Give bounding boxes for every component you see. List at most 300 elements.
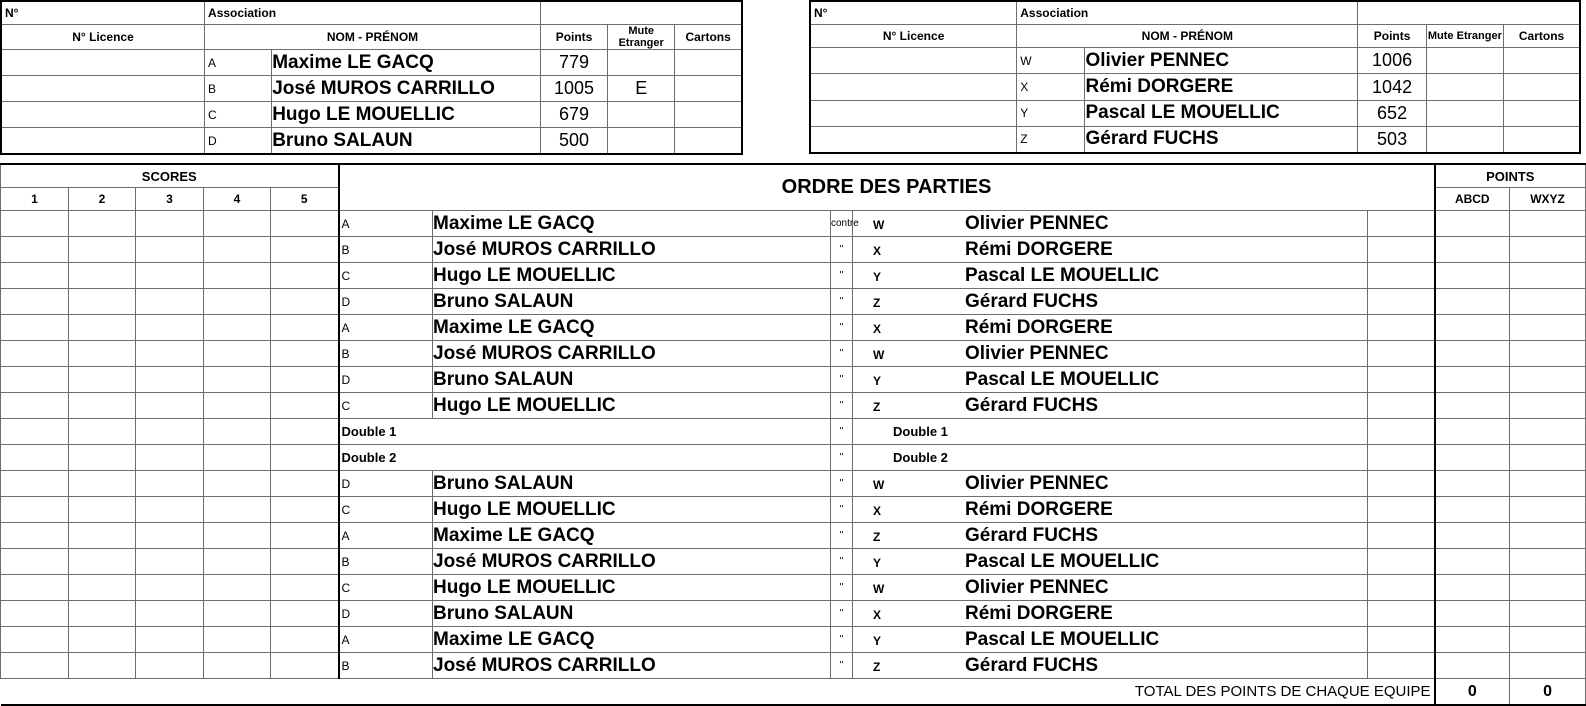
player-cartons[interactable] — [675, 50, 742, 76]
score-cell[interactable] — [69, 419, 136, 445]
score-cell[interactable] — [204, 341, 271, 367]
player-mute — [608, 50, 675, 76]
score-cell[interactable] — [69, 367, 136, 393]
points-abcd-cell[interactable] — [1435, 575, 1510, 601]
ditto-mark: " — [831, 419, 853, 445]
association-label: Association — [205, 1, 541, 25]
match-left-letter: C — [339, 393, 433, 419]
ditto-mark: " — [831, 627, 853, 653]
score-cell[interactable] — [69, 341, 136, 367]
player-mute — [608, 128, 675, 155]
points-abcd-cell[interactable] — [1435, 341, 1510, 367]
score-cell[interactable] — [136, 393, 204, 419]
points-abcd-cell[interactable] — [1435, 471, 1510, 497]
score-cell[interactable] — [136, 263, 204, 289]
score-cell[interactable] — [136, 289, 204, 315]
score-cell[interactable] — [204, 497, 271, 523]
match-right — [853, 393, 1368, 419]
player-mute — [1426, 126, 1503, 153]
licence-cell[interactable] — [810, 48, 1017, 74]
match-left-name: Hugo LE MOUELLIC — [433, 393, 831, 419]
match-row — [1, 341, 1586, 367]
match-left-name: Hugo LE MOUELLIC — [433, 263, 831, 289]
match-right — [853, 315, 1368, 341]
points-wxyz-cell[interactable] — [1510, 289, 1586, 315]
match-right — [853, 263, 1368, 289]
match-right — [853, 367, 1368, 393]
player-mute — [1426, 100, 1503, 126]
points-wxyz-cell[interactable] — [1510, 315, 1586, 341]
blank-cell — [1368, 575, 1435, 601]
points-wxyz-cell[interactable] — [1510, 523, 1586, 549]
points-wxyz-cell[interactable] — [1510, 653, 1586, 679]
licence-cell[interactable] — [810, 126, 1017, 153]
match-right — [853, 289, 1368, 315]
score-cell[interactable] — [136, 315, 204, 341]
score-cell[interactable] — [1, 393, 69, 419]
player-points: 503 — [1358, 126, 1426, 153]
player-name: Pascal LE MOUELLIC — [1085, 100, 1358, 126]
match-right-name: Olivier PENNEC — [965, 576, 1109, 598]
match-right-letter: X — [873, 321, 882, 336]
points-abcd-cell[interactable] — [1435, 523, 1510, 549]
score-cell[interactable] — [204, 263, 271, 289]
player-letter: X — [1017, 74, 1085, 100]
blank-cell — [1368, 653, 1435, 679]
double-left: Double 2 — [339, 445, 831, 471]
score-cell[interactable] — [271, 627, 339, 653]
ditto-mark: " — [831, 497, 853, 523]
match-right-name: Rémi DORGERE — [965, 238, 1113, 260]
score-cell[interactable] — [271, 549, 339, 575]
score-cell[interactable] — [136, 601, 204, 627]
match-right — [853, 549, 1368, 575]
score-cell[interactable] — [1, 471, 69, 497]
score-cell[interactable] — [136, 445, 204, 471]
score-cell[interactable] — [69, 575, 136, 601]
points-abcd-cell[interactable] — [1435, 497, 1510, 523]
ditto-mark: " — [831, 237, 853, 263]
match-right-letter: X — [873, 243, 882, 258]
score-cell[interactable] — [69, 211, 136, 237]
match-row — [1, 601, 1586, 627]
score-cell[interactable] — [69, 497, 136, 523]
match-right — [853, 211, 1368, 237]
team-right-table — [809, 0, 1581, 154]
match-left-letter: B — [339, 237, 433, 263]
blank-cell — [1368, 211, 1435, 237]
points-wxyz-cell[interactable] — [1510, 419, 1586, 445]
match-left-letter: D — [339, 601, 433, 627]
match-left-name: José MUROS CARRILLO — [433, 549, 831, 575]
score-cell[interactable] — [1, 653, 69, 679]
points-wxyz-cell[interactable] — [1510, 393, 1586, 419]
team-number-label: N° — [1, 1, 205, 25]
points-wxyz-cell[interactable] — [1510, 263, 1586, 289]
team-left-table — [0, 0, 743, 155]
licence-cell[interactable] — [1, 50, 205, 76]
ditto-mark: " — [831, 393, 853, 419]
points-wxyz-cell[interactable] — [1510, 367, 1586, 393]
match-right — [853, 341, 1368, 367]
score-cell[interactable] — [69, 653, 136, 679]
points-abcd-cell[interactable] — [1435, 601, 1510, 627]
score-cell[interactable] — [69, 263, 136, 289]
match-left-name: Maxime LE GACQ — [433, 211, 831, 237]
score-cell[interactable] — [271, 523, 339, 549]
match-right — [853, 653, 1368, 679]
score-cell[interactable] — [136, 575, 204, 601]
blank-cell — [1368, 393, 1435, 419]
match-row — [1, 627, 1586, 653]
points-wxyz-cell[interactable] — [1510, 341, 1586, 367]
score-cell[interactable] — [1, 289, 69, 315]
match-row — [1, 419, 1586, 445]
match-right-letter: W — [873, 581, 885, 596]
mute-header: Mute Etranger — [1426, 25, 1503, 48]
player-letter: W — [1017, 48, 1085, 74]
score-cell[interactable] — [69, 393, 136, 419]
ditto-mark: " — [831, 471, 853, 497]
score-cell[interactable] — [69, 523, 136, 549]
score-cell[interactable] — [69, 549, 136, 575]
match-right-letter: Z — [873, 295, 881, 310]
score-cell[interactable] — [136, 523, 204, 549]
match-right-letter: Y — [873, 555, 882, 570]
blank-cell — [1368, 419, 1435, 445]
match-right-name: Rémi DORGERE — [965, 498, 1113, 520]
player-letter: A — [205, 50, 272, 76]
player-name: Rémi DORGERE — [1085, 74, 1358, 100]
match-right-letter: Z — [873, 399, 881, 414]
blank-cell — [1368, 263, 1435, 289]
association-label: Association — [1017, 1, 1358, 25]
match-right-letter: X — [873, 607, 882, 622]
score-cell[interactable] — [136, 471, 204, 497]
points-col-wxyz: WXYZ — [1510, 188, 1586, 211]
match-row — [1, 445, 1586, 471]
player-points: 679 — [540, 102, 607, 128]
blank-cell — [1368, 445, 1435, 471]
match-right-letter: Z — [873, 529, 881, 544]
score-cell[interactable] — [271, 289, 339, 315]
licence-cell[interactable] — [1, 76, 205, 102]
match-left-letter: D — [339, 289, 433, 315]
match-row — [1, 315, 1586, 341]
score-cell[interactable] — [136, 653, 204, 679]
score-cell[interactable] — [1, 263, 69, 289]
score-cell[interactable] — [271, 341, 339, 367]
score-cell[interactable] — [204, 211, 271, 237]
score-cell[interactable] — [271, 263, 339, 289]
match-right-name: Olivier PENNEC — [965, 472, 1109, 494]
player-points: 1005 — [540, 76, 607, 102]
match-right-letter: W — [873, 217, 885, 232]
score-cell[interactable] — [271, 653, 339, 679]
score-cell[interactable] — [271, 393, 339, 419]
total-wxyz: 0 — [1510, 679, 1586, 706]
player-cartons[interactable] — [675, 128, 742, 155]
match-row — [1, 211, 1586, 237]
score-cell[interactable] — [271, 419, 339, 445]
match-right-letter: Y — [873, 373, 882, 388]
score-cell[interactable] — [69, 601, 136, 627]
match-right-name: Pascal LE MOUELLIC — [965, 628, 1160, 650]
match-left-name: Bruno SALAUN — [433, 471, 831, 497]
score-cell[interactable] — [1, 523, 69, 549]
match-right-letter: Y — [873, 269, 882, 284]
score-cell[interactable] — [204, 523, 271, 549]
match-row — [1, 237, 1586, 263]
score-cell[interactable] — [1, 367, 69, 393]
match-right-name: Gérard FUCHS — [965, 290, 1099, 312]
player-points: 652 — [1358, 100, 1426, 126]
score-cell[interactable] — [1, 419, 69, 445]
score-col-1: 1 — [1, 188, 69, 211]
score-cell[interactable] — [69, 627, 136, 653]
match-right-letter: X — [873, 503, 882, 518]
contre-label: contre — [831, 211, 853, 237]
blank-cell — [1368, 341, 1435, 367]
ditto-mark: " — [831, 315, 853, 341]
licence-header: N° Licence — [1, 25, 205, 50]
points-abcd-cell[interactable] — [1435, 419, 1510, 445]
match-right — [853, 627, 1368, 653]
match-left-name: Hugo LE MOUELLIC — [433, 575, 831, 601]
blank-cell — [1368, 367, 1435, 393]
score-cell[interactable] — [1, 601, 69, 627]
score-cell[interactable] — [136, 211, 204, 237]
player-row — [810, 126, 1580, 153]
match-left-name: Bruno SALAUN — [433, 601, 831, 627]
match-left-letter: A — [339, 315, 433, 341]
points-abcd-cell[interactable] — [1435, 237, 1510, 263]
double-left: Double 1 — [339, 419, 831, 445]
player-letter: D — [205, 128, 272, 155]
ditto-mark: " — [831, 575, 853, 601]
points-wxyz-cell[interactable] — [1510, 575, 1586, 601]
score-cell[interactable] — [204, 601, 271, 627]
score-cell[interactable] — [204, 419, 271, 445]
score-cell[interactable] — [271, 315, 339, 341]
match-row — [1, 549, 1586, 575]
score-cell[interactable] — [271, 445, 339, 471]
score-cell[interactable] — [271, 497, 339, 523]
score-cell[interactable] — [204, 575, 271, 601]
match-left-name: Bruno SALAUN — [433, 367, 831, 393]
score-cell[interactable] — [204, 315, 271, 341]
points-header: POINTS — [1435, 164, 1586, 188]
match-right — [853, 575, 1368, 601]
score-cell[interactable] — [136, 497, 204, 523]
association-value[interactable] — [1358, 1, 1580, 25]
score-cell[interactable] — [271, 601, 339, 627]
double-right: Double 1 — [853, 419, 1368, 445]
player-cartons[interactable] — [675, 76, 742, 102]
points-abcd-cell[interactable] — [1435, 367, 1510, 393]
player-cartons[interactable] — [1504, 74, 1580, 100]
blank-cell — [1368, 315, 1435, 341]
mute-header: Mute Etranger — [608, 25, 675, 50]
score-cell[interactable] — [1, 237, 69, 263]
match-right-letter: Y — [873, 633, 882, 648]
match-row — [1, 367, 1586, 393]
score-cell[interactable] — [204, 367, 271, 393]
points-wxyz-cell[interactable] — [1510, 497, 1586, 523]
match-right-letter: W — [873, 347, 885, 362]
licence-cell[interactable] — [810, 74, 1017, 100]
score-cell[interactable] — [69, 315, 136, 341]
player-letter: Y — [1017, 100, 1085, 126]
score-cell[interactable] — [1, 627, 69, 653]
ditto-mark: " — [831, 341, 853, 367]
player-cartons[interactable] — [675, 102, 742, 128]
score-cell[interactable] — [271, 471, 339, 497]
player-row — [1, 76, 742, 102]
score-cell[interactable] — [204, 289, 271, 315]
score-cell[interactable] — [1, 549, 69, 575]
match-left-letter: B — [339, 653, 433, 679]
player-points: 1042 — [1358, 74, 1426, 100]
points-abcd-cell[interactable] — [1435, 445, 1510, 471]
score-cell[interactable] — [1, 497, 69, 523]
licence-cell[interactable] — [810, 100, 1017, 126]
score-cell[interactable] — [69, 237, 136, 263]
player-cartons[interactable] — [1504, 48, 1580, 74]
match-left-letter: C — [339, 497, 433, 523]
match-left-name: José MUROS CARRILLO — [433, 237, 831, 263]
score-cell[interactable] — [271, 211, 339, 237]
player-cartons[interactable] — [1504, 100, 1580, 126]
points-wxyz-cell[interactable] — [1510, 627, 1586, 653]
player-mute — [608, 102, 675, 128]
player-row — [1, 128, 742, 155]
order-of-games-table — [0, 163, 1586, 706]
points-abcd-cell[interactable] — [1435, 315, 1510, 341]
points-wxyz-cell[interactable] — [1510, 445, 1586, 471]
points-wxyz-cell[interactable] — [1510, 237, 1586, 263]
match-row — [1, 497, 1586, 523]
score-cell[interactable] — [1, 211, 69, 237]
player-letter: B — [205, 76, 272, 102]
score-cell[interactable] — [1, 341, 69, 367]
points-abcd-cell[interactable] — [1435, 549, 1510, 575]
points-wxyz-cell[interactable] — [1510, 549, 1586, 575]
points-abcd-cell[interactable] — [1435, 263, 1510, 289]
score-cell[interactable] — [271, 237, 339, 263]
licence-cell[interactable] — [1, 102, 205, 128]
match-left-name: Bruno SALAUN — [433, 289, 831, 315]
match-left-letter: D — [339, 367, 433, 393]
player-row — [810, 48, 1580, 74]
player-letter: C — [205, 102, 272, 128]
match-right — [853, 601, 1368, 627]
player-name: José MUROS CARRILLO — [272, 76, 541, 102]
ditto-mark: " — [831, 445, 853, 471]
score-cell[interactable] — [1, 315, 69, 341]
match-row — [1, 471, 1586, 497]
score-cell[interactable] — [1, 575, 69, 601]
total-abcd: 0 — [1435, 679, 1510, 706]
score-cell[interactable] — [69, 471, 136, 497]
points-wxyz-cell[interactable] — [1510, 471, 1586, 497]
points-abcd-cell[interactable] — [1435, 393, 1510, 419]
score-cell[interactable] — [136, 549, 204, 575]
blank-cell — [1368, 497, 1435, 523]
total-label: TOTAL DES POINTS DE CHAQUE EQUIPE — [1, 679, 1435, 706]
points-abcd-cell[interactable] — [1435, 211, 1510, 237]
match-right-name: Pascal LE MOUELLIC — [965, 550, 1160, 572]
player-row — [1, 50, 742, 76]
match-right-letter: W — [873, 477, 885, 492]
score-cell[interactable] — [204, 653, 271, 679]
team-number-label: N° — [810, 1, 1017, 25]
score-cell[interactable] — [136, 627, 204, 653]
score-cell[interactable] — [204, 549, 271, 575]
match-left-letter: D — [339, 471, 433, 497]
blank-cell — [1368, 471, 1435, 497]
score-cell[interactable] — [1, 445, 69, 471]
match-left-name: Maxime LE GACQ — [433, 627, 831, 653]
match-right-name: Gérard FUCHS — [965, 394, 1099, 416]
points-abcd-cell[interactable] — [1435, 627, 1510, 653]
score-cell[interactable] — [136, 419, 204, 445]
cartons-header: Cartons — [675, 25, 742, 50]
player-cartons[interactable] — [1504, 126, 1580, 153]
points-wxyz-cell[interactable] — [1510, 211, 1586, 237]
scores-header: SCORES — [1, 164, 339, 188]
score-cell[interactable] — [204, 445, 271, 471]
score-cell[interactable] — [204, 393, 271, 419]
score-cell[interactable] — [204, 627, 271, 653]
player-name: Gérard FUCHS — [1085, 126, 1358, 153]
association-value[interactable] — [540, 1, 742, 25]
match-right-name: Rémi DORGERE — [965, 602, 1113, 624]
licence-cell[interactable] — [1, 128, 205, 155]
score-cell[interactable] — [204, 471, 271, 497]
name-header: NOM - PRÉNOM — [1017, 25, 1358, 48]
score-cell[interactable] — [136, 341, 204, 367]
order-title: ORDRE DES PARTIES — [339, 164, 1435, 211]
cartons-header: Cartons — [1504, 25, 1580, 48]
match-row — [1, 289, 1586, 315]
match-left-name: José MUROS CARRILLO — [433, 341, 831, 367]
ditto-mark: " — [831, 289, 853, 315]
points-abcd-cell[interactable] — [1435, 653, 1510, 679]
score-cell[interactable] — [204, 237, 271, 263]
player-row — [810, 100, 1580, 126]
points-abcd-cell[interactable] — [1435, 289, 1510, 315]
score-cell[interactable] — [69, 289, 136, 315]
score-cell[interactable] — [271, 367, 339, 393]
match-left-name: Maxime LE GACQ — [433, 315, 831, 341]
score-cell[interactable] — [69, 445, 136, 471]
score-cell[interactable] — [136, 367, 204, 393]
match-left-name: Hugo LE MOUELLIC — [433, 497, 831, 523]
score-cell[interactable] — [136, 237, 204, 263]
score-col-4: 4 — [204, 188, 271, 211]
player-mute — [1426, 74, 1503, 100]
blank-cell — [1368, 627, 1435, 653]
points-header: Points — [1358, 25, 1426, 48]
blank-cell — [1368, 549, 1435, 575]
points-wxyz-cell[interactable] — [1510, 601, 1586, 627]
match-left-letter: C — [339, 263, 433, 289]
ditto-mark: " — [831, 601, 853, 627]
match-right-name: Gérard FUCHS — [965, 524, 1099, 546]
match-right — [853, 497, 1368, 523]
score-cell[interactable] — [271, 575, 339, 601]
